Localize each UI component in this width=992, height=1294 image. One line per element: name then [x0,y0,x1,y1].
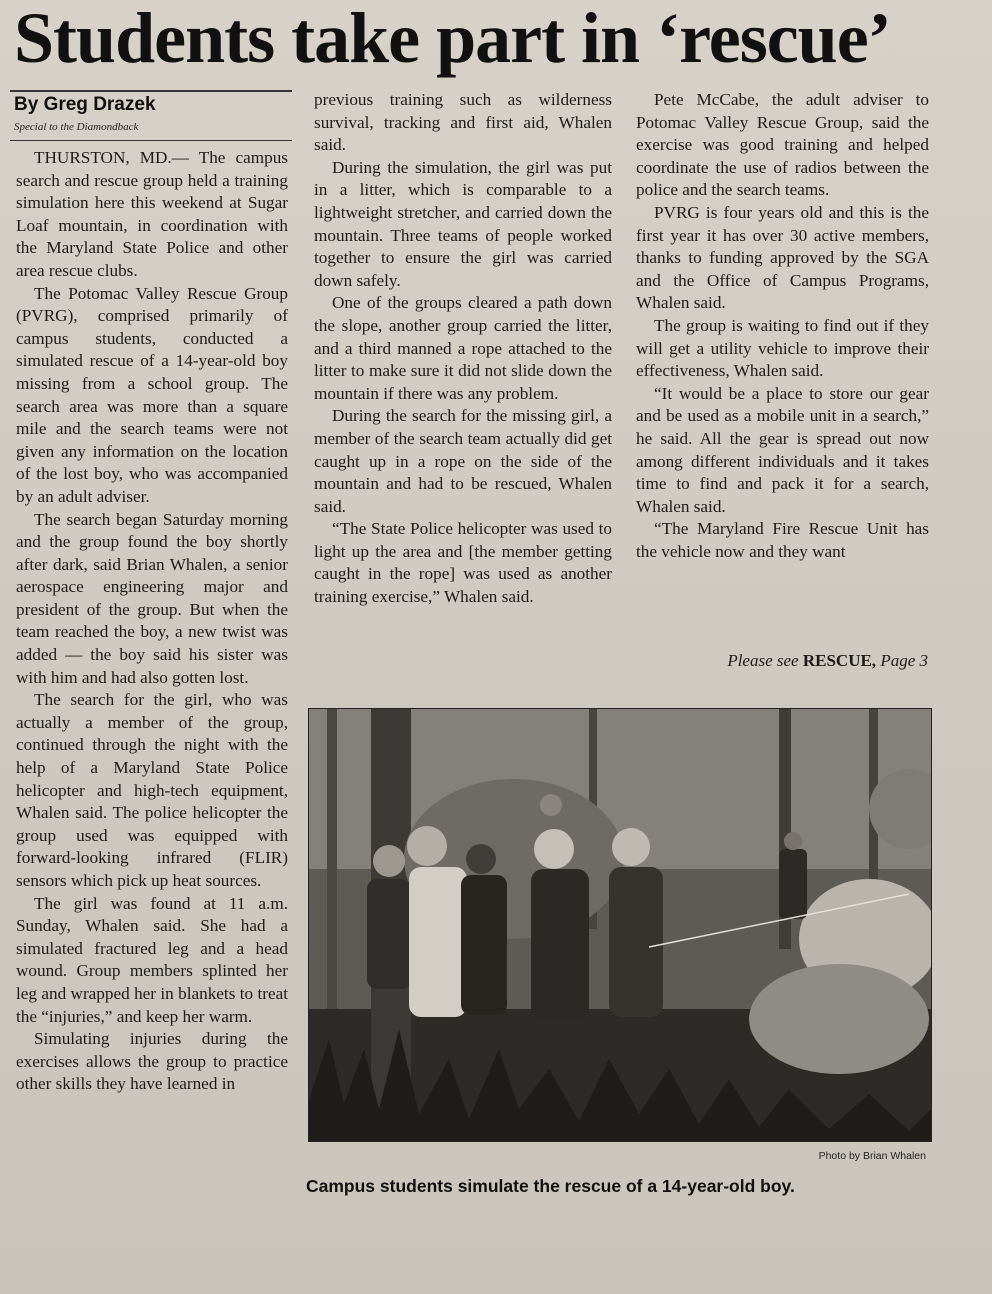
paragraph: Simulating injuries during the exercises allows the group to practice other skills they have learned in [16,1029,288,1094]
rescue-photo [308,708,932,1142]
paragraph: The group is waiting to find out if they will get a utility vehicle to improve their effectiveness, Whalen said. [636,315,929,381]
byline: By Greg Drazek [14,94,156,115]
paragraph: “The State Police helicopter was used to light up the area and [the member getting caught in the rope] was used as another training exercise,” Whalen said. [314,519,612,607]
paragraph: THURSTON, MD.— The campus search and rescue group held a training simulation here this weekend at Sugar Loaf mountain, in coordination with the Maryland State Police and other area rescue clubs. [16,148,288,280]
paragraph: The search began Saturday morning and the group found the boy shortly after dark, said Brian Whalen, a senior aerospace engineering major and president of the group. But when the team reached the boy, a new twist was added — the boy said his sister was with him and had also gotten lost. [16,509,288,687]
article-column-2 [314,89,612,609]
paragraph: “It would be a place to store our gear and be used as a mobile unit in a search,” he said. All the gear is spread out now among different individuals and it takes time to find and pack it for a search, Whalen said. [636,383,929,516]
byline-top-rule [10,90,292,92]
rescue-photo-illustration [309,709,931,1141]
paragraph: During the search for the missing girl, a member of the search team actually did get caught up in a rope on the side of the mountain and had to be rescued, Whalen said. [314,406,612,516]
paragraph: The Potomac Valley Rescue Group (PVRG), comprised primarily of campus students, conducted a simulated rescue of a 14-year-old boy missing from a school group. The search area was more than a square mile and the search teams were not given any information on the location of the lost boy, who was accompanied by an adult adviser. [16,283,288,506]
paragraph: “The Maryland Fire Rescue Unit has the vehicle now and they want [636,519,929,561]
paragraph: The search for the girl, who was actually a member of the group, continued through the night with the help of a Maryland State Police helicopter and high-tech equipment, Whalen said. The police helicopter the group used was equipped with forward-looking infrared (FLIR) sensors which pick up heat sources. [16,690,288,890]
photo-caption: Campus students simulate the rescue of a 14-year-old boy. [306,1176,795,1196]
paragraph: previous training such as wilderness survival, tracking and first aid, Whalen said. [314,90,612,155]
paragraph: Pete McCabe, the adult adviser to Potomac Valley Rescue Group, said the exercise was good training and helped coordinate the use of radios between the police and the search teams. [636,90,929,200]
jump-prefix: Please see [727,651,803,670]
photo-credit: Photo by Brian Whalen [818,1150,926,1162]
byline-affiliation: Special to the Diamondback [14,121,139,133]
paragraph: PVRG is four years old and this is the first year it has over 30 active members, thanks to funding approved by the SGA and the Office of Campus Programs, Whalen said. [636,202,929,313]
byline-bottom-rule [10,140,292,141]
continued-jump-line[interactable] [636,651,928,671]
paragraph: One of the groups cleared a path down the slope, another group carried the litter, and a third manned a rope attached to the litter to make sure it did not slide down the mountain if there was any problem. [314,293,612,403]
headline: Students take part in ‘rescue’ [14,0,891,78]
article-column-3 [636,89,929,563]
article-column-1 [16,147,288,1096]
paragraph: The girl was found at 11 a.m. Sunday, Whalen said. She had a simulated fractured leg and a head wound. Group members splinted her leg and wrapped her in blankets to treat the “injuries,” and keep her warm. [16,893,288,1026]
jump-page: Page 3 [876,651,928,670]
paragraph: During the simulation, the girl was put in a litter, which is comparable to a lightweight stretcher, and carried down the mountain. Three teams of people worked together to ensure the girl was carried down safely. [314,157,612,290]
jump-label: RESCUE, [802,651,877,670]
